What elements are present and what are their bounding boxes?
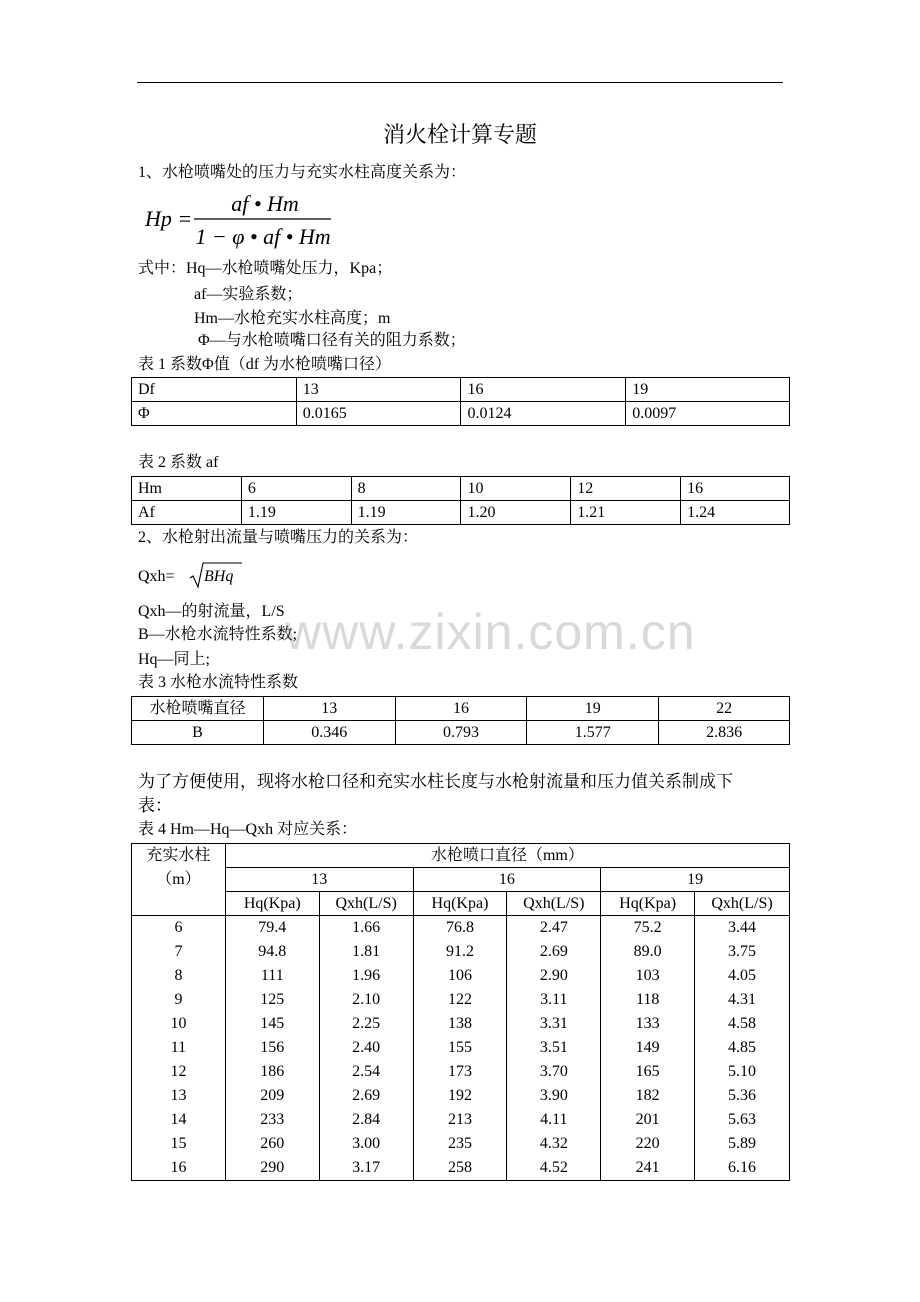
table-cell: 106 xyxy=(413,964,507,988)
table-cell: 19 xyxy=(626,378,790,402)
table-cell: 6.16 xyxy=(695,1156,790,1181)
table-cell: 1.19 xyxy=(351,501,461,525)
table-cell: 138 xyxy=(413,1012,507,1036)
table-cell: 0.0124 xyxy=(461,402,626,426)
table-header-cell: Qxh(L/S) xyxy=(507,892,601,916)
formula-hp xyxy=(143,190,343,257)
def-b: B—水枪水流特性系数; xyxy=(138,626,298,643)
table-cell: 79.4 xyxy=(225,916,319,941)
table-cell: 1.577 xyxy=(527,721,659,745)
table-cell: 1.20 xyxy=(461,501,571,525)
formula-hp-numerator: af • Hm xyxy=(231,191,299,216)
table-cell: 103 xyxy=(601,964,695,988)
watermark: www.zixin.com.cn xyxy=(285,604,696,660)
table-header-cell: Qxh(L/S) xyxy=(695,892,790,916)
table-row xyxy=(132,721,790,745)
table-cell: 2.836 xyxy=(659,721,790,745)
table-cell: 91.2 xyxy=(413,940,507,964)
table-cell: 16 xyxy=(132,1156,226,1181)
table-cell: 5.10 xyxy=(695,1060,790,1084)
table-cell: 122 xyxy=(413,988,507,1012)
paragraph-line-2: 表： xyxy=(138,796,172,815)
table-cell: 12 xyxy=(571,477,681,501)
table-cell: 11 xyxy=(132,1036,226,1060)
table-cell: 0.0165 xyxy=(296,402,461,426)
table-cell: 9 xyxy=(132,988,226,1012)
table-cell: 2.40 xyxy=(319,1036,413,1060)
table-cell: 5.63 xyxy=(695,1108,790,1132)
table-cell: 235 xyxy=(413,1132,507,1156)
table-cell: 13 xyxy=(263,697,395,721)
table-cell: 125 xyxy=(225,988,319,1012)
table-cell: 192 xyxy=(413,1084,507,1108)
table-cell: 22 xyxy=(659,697,790,721)
table-row xyxy=(132,916,790,941)
table-cell: 260 xyxy=(225,1132,319,1156)
table-cell: 1.19 xyxy=(241,501,351,525)
table-cell: 2.69 xyxy=(319,1084,413,1108)
table-row xyxy=(132,988,790,1012)
table-cell: 213 xyxy=(413,1108,507,1132)
table-4 xyxy=(131,843,790,1181)
table-cell: 7 xyxy=(132,940,226,964)
table-3 xyxy=(131,696,790,745)
table-cell: 2.69 xyxy=(507,940,601,964)
table-row xyxy=(132,1132,790,1156)
table-cell: 16 xyxy=(461,378,626,402)
table-cell: 1.24 xyxy=(681,501,790,525)
table-cell: 2.25 xyxy=(319,1012,413,1036)
table-cell: 6 xyxy=(132,916,226,941)
table-cell: 16 xyxy=(395,697,527,721)
table-cell: 3.44 xyxy=(695,916,790,941)
table-cell: 1.96 xyxy=(319,964,413,988)
table-cell: 3.17 xyxy=(319,1156,413,1181)
def-hq: Hq—同上; xyxy=(138,651,211,668)
formula-qxh-svg xyxy=(138,560,258,592)
table-cell: 118 xyxy=(601,988,695,1012)
table-header-row xyxy=(132,868,790,892)
table-cell: 2.84 xyxy=(319,1108,413,1132)
table-row xyxy=(132,402,790,426)
def-qxh: Qxh—的射流量，L/S xyxy=(138,603,285,620)
table-row xyxy=(132,501,790,525)
table-cell: 4.05 xyxy=(695,964,790,988)
table-header-cell-hm xyxy=(132,844,226,916)
table-header-cell: Hq(Kpa) xyxy=(413,892,507,916)
table-cell: 4.11 xyxy=(507,1108,601,1132)
table-header-cell: 16 xyxy=(413,868,601,892)
table-4-body xyxy=(132,916,790,1181)
table-cell: Hm xyxy=(132,477,242,501)
table-cell: 201 xyxy=(601,1108,695,1132)
table-cell: 15 xyxy=(132,1132,226,1156)
table-1-caption: 表 1 系数Φ值（df 为水枪喷嘴口径） xyxy=(138,356,392,373)
formula-hp-lhs: Hp = xyxy=(145,206,193,231)
table-cell: 173 xyxy=(413,1060,507,1084)
table-cell: 3.00 xyxy=(319,1132,413,1156)
table-cell: 水枪喷嘴直径 xyxy=(132,697,264,721)
table-cell: 3.90 xyxy=(507,1084,601,1108)
table-cell: Af xyxy=(132,501,242,525)
table-cell: 149 xyxy=(601,1036,695,1060)
table-cell: 4.58 xyxy=(695,1012,790,1036)
table-cell: 10 xyxy=(132,1012,226,1036)
table-header-cell: Qxh(L/S) xyxy=(319,892,413,916)
table-cell: 94.8 xyxy=(225,940,319,964)
table-row xyxy=(132,697,790,721)
formula-hp-svg xyxy=(143,190,343,252)
where-line-3: Hm—水枪充实水柱高度；m xyxy=(194,310,391,327)
header-label: 充实水柱 xyxy=(146,847,211,864)
section-1-heading: 1、水枪喷嘴处的压力与充实水柱高度关系为： xyxy=(138,164,467,181)
formula-qxh xyxy=(138,560,258,597)
section-2-heading: 2、水枪射出流量与喷嘴压力的关系为： xyxy=(138,529,419,546)
table-cell: 5.36 xyxy=(695,1084,790,1108)
table-cell: 1.66 xyxy=(319,916,413,941)
table-cell: 182 xyxy=(601,1084,695,1108)
table-2-caption: 表 2 系数 af xyxy=(138,454,219,471)
table-header-cell-diameter: 水枪喷口直径（mm） xyxy=(225,844,789,868)
table-cell: 186 xyxy=(225,1060,319,1084)
table-cell: 111 xyxy=(225,964,319,988)
table-cell: 16 xyxy=(681,477,790,501)
table-cell: 133 xyxy=(601,1012,695,1036)
table-cell: 10 xyxy=(461,477,571,501)
table-cell: 233 xyxy=(225,1108,319,1132)
table-cell: 0.793 xyxy=(395,721,527,745)
table-cell: 2.47 xyxy=(507,916,601,941)
table-cell: 3.70 xyxy=(507,1060,601,1084)
table-cell: 4.32 xyxy=(507,1132,601,1156)
table-cell: Df xyxy=(132,378,297,402)
table-row xyxy=(132,1036,790,1060)
table-header-row xyxy=(132,844,790,868)
table-cell: 2.90 xyxy=(507,964,601,988)
formula-hp-denominator: 1 − φ • af • Hm xyxy=(195,224,331,249)
table-cell: 156 xyxy=(225,1036,319,1060)
formula-qxh-radicand: BHq xyxy=(204,568,234,585)
table-cell: 2.10 xyxy=(319,988,413,1012)
table-row xyxy=(132,1060,790,1084)
table-2 xyxy=(131,476,790,525)
table-header-cell: Hq(Kpa) xyxy=(601,892,695,916)
where-line-1: 式中：Hq—水枪喷嘴处压力，Kpa； xyxy=(138,260,393,277)
table-header-cell: 19 xyxy=(601,868,790,892)
table-cell: 3.11 xyxy=(507,988,601,1012)
table-cell: 220 xyxy=(601,1132,695,1156)
table-cell: Φ xyxy=(132,402,297,426)
formula-qxh-lhs: Qxh= xyxy=(138,568,175,585)
table-row xyxy=(132,477,790,501)
table-cell: 8 xyxy=(351,477,461,501)
table-cell: 6 xyxy=(241,477,351,501)
table-header-row xyxy=(132,892,790,916)
table-cell: 209 xyxy=(225,1084,319,1108)
table-cell: 3.75 xyxy=(695,940,790,964)
table-cell: 75.2 xyxy=(601,916,695,941)
table-cell: 241 xyxy=(601,1156,695,1181)
header-rule xyxy=(137,82,783,83)
table-cell: 19 xyxy=(527,697,659,721)
where-line-2: af—实验系数； xyxy=(194,286,303,303)
table-cell: 1.81 xyxy=(319,940,413,964)
table-cell: 290 xyxy=(225,1156,319,1181)
table-cell: 1.21 xyxy=(571,501,681,525)
table-cell: 155 xyxy=(413,1036,507,1060)
table-row xyxy=(132,1108,790,1132)
table-cell: 165 xyxy=(601,1060,695,1084)
table-cell: B xyxy=(132,721,264,745)
table-row xyxy=(132,1012,790,1036)
table-cell: 2.54 xyxy=(319,1060,413,1084)
table-cell: 14 xyxy=(132,1108,226,1132)
header-unit: （m） xyxy=(156,871,201,888)
table-header-cell: 13 xyxy=(225,868,413,892)
table-row xyxy=(132,1156,790,1181)
table-row xyxy=(132,964,790,988)
table-cell: 258 xyxy=(413,1156,507,1181)
table-3-caption: 表 3 水枪水流特性系数 xyxy=(138,674,299,691)
table-cell: 0.0097 xyxy=(626,402,790,426)
table-cell: 76.8 xyxy=(413,916,507,941)
table-cell: 4.52 xyxy=(507,1156,601,1181)
table-cell: 13 xyxy=(296,378,461,402)
table-cell: 4.31 xyxy=(695,988,790,1012)
table-row xyxy=(132,940,790,964)
table-cell: 3.31 xyxy=(507,1012,601,1036)
table-row xyxy=(132,1084,790,1108)
where-line-4: Φ—与水枪喷嘴口径有关的阻力系数； xyxy=(198,332,466,349)
table-1 xyxy=(131,377,790,426)
table-4-caption: 表 4 Hm—Hq—Qxh 对应关系： xyxy=(138,821,358,838)
table-cell: 12 xyxy=(132,1060,226,1084)
table-cell: 89.0 xyxy=(601,940,695,964)
table-cell: 8 xyxy=(132,964,226,988)
page-title: 消火栓计算专题 xyxy=(382,122,537,147)
table-cell: 145 xyxy=(225,1012,319,1036)
table-cell: 13 xyxy=(132,1084,226,1108)
table-cell: 0.346 xyxy=(263,721,395,745)
table-row xyxy=(132,378,790,402)
table-header-cell: Hq(Kpa) xyxy=(225,892,319,916)
table-cell: 5.89 xyxy=(695,1132,790,1156)
table-cell: 3.51 xyxy=(507,1036,601,1060)
table-cell: 4.85 xyxy=(695,1036,790,1060)
paragraph-line-1: 为了方便使用，现将水枪口径和充实水柱长度与水枪射流量和压力值关系制成下 xyxy=(138,772,733,791)
